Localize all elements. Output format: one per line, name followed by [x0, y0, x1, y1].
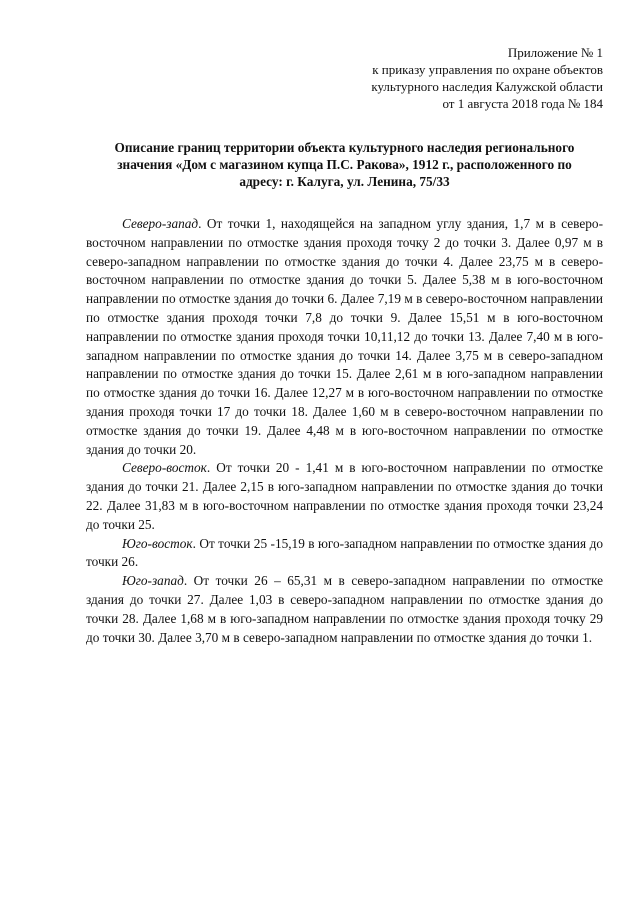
section-label: Северо-запад — [122, 216, 199, 231]
section-text: . От точки 25 -15,19 в юго-западном направлении по отмостке здания до точки 26. — [86, 535, 603, 570]
section-label: Юго-восток — [122, 535, 193, 551]
order-reference: к приказу управления по охране объектов — [372, 62, 603, 77]
document-title — [86, 139, 603, 190]
boundary-description — [86, 215, 603, 647]
order-date: от 1 августа 2018 года № 184 — [442, 96, 603, 111]
appendix-number: Приложение № 1 — [507, 45, 603, 60]
section-northeast — [86, 459, 603, 534]
title-line-3: адресу: г. Калуга, ул. Ленина, 75/33 — [239, 174, 450, 189]
section-text: . От точки 20 - 1,41 м в юго-восточном направлении по отмостке здания до точки 21. Далее 2,15 в юго-западном направлении по отмостке здания до точки 22. Далее 31,83 м в юго-восточном направлении по отмостке здания проходя точки 23,24 до точки 25. — [86, 460, 603, 532]
title-line-2: значения «Дом с магазином купца П.С. Ракова», 1912 г., расположенного по — [117, 157, 572, 172]
section-label: Северо-восток — [122, 460, 207, 476]
appendix-header — [86, 44, 603, 112]
section-label: Юго-запад — [122, 573, 184, 589]
section-southwest — [86, 572, 603, 647]
section-northwest — [86, 215, 603, 459]
title-line-1: Описание границ территории объекта культурного наследия регионального — [114, 140, 575, 155]
order-authority: культурного наследия Калужской области — [371, 79, 603, 94]
section-text: . От точки 26 – 65,31 м в северо-западном направлении по отмостке здания до точки 27. Далее 1,03 в северо-западном направлении по отмостке здания до точки 28. Далее 1,68 м в юго-западном направлении по отмостке здания проходя точку 29 до точки 30. Далее 3,70 м в северо-западном направлении по отмостке здания до точки 1. — [86, 573, 603, 645]
section-southeast — [86, 535, 603, 573]
section-text: . От точки 1, находящейся на западном углу здания, 1,7 м в северо-восточном направлении по отмостке здания проходя точку 2 до точки 3. Далее 0,97 м в северо-западном направлении по отмостке здания до точки 4. Далее 23,75 м в северо-восточном направлении по отмостке здания до точки 5. Далее 5,38 м в юго-восточном направлении по отмостке здания до точки 6. Далее 7,19 м в северо-восточном направлении по отмостке здания проходя точки 7,8 до точки 9. Далее 15,51 м в юго-восточном направлении по отмостке здания проходя точки 10,11,12 до точки 13. Далее 7,40 м в юго-западном направлении по отмостке здания до точки 14. Далее 3,75 м в северо-западном направлении по отмостке здания до точки 15. Далее 2,61 м в юго-западном направлении по отмостке здания до точки 16. Далее 12,27 м в юго-восточном направлении по отмостке здания проходя точки 17 до точки 18. Далее 1,60 м в северо-восточном направлении по отмостке здания до точки 19. Далее 4,48 м в юго-восточном направлении по отмостке здания до точки 20. — [86, 216, 603, 457]
